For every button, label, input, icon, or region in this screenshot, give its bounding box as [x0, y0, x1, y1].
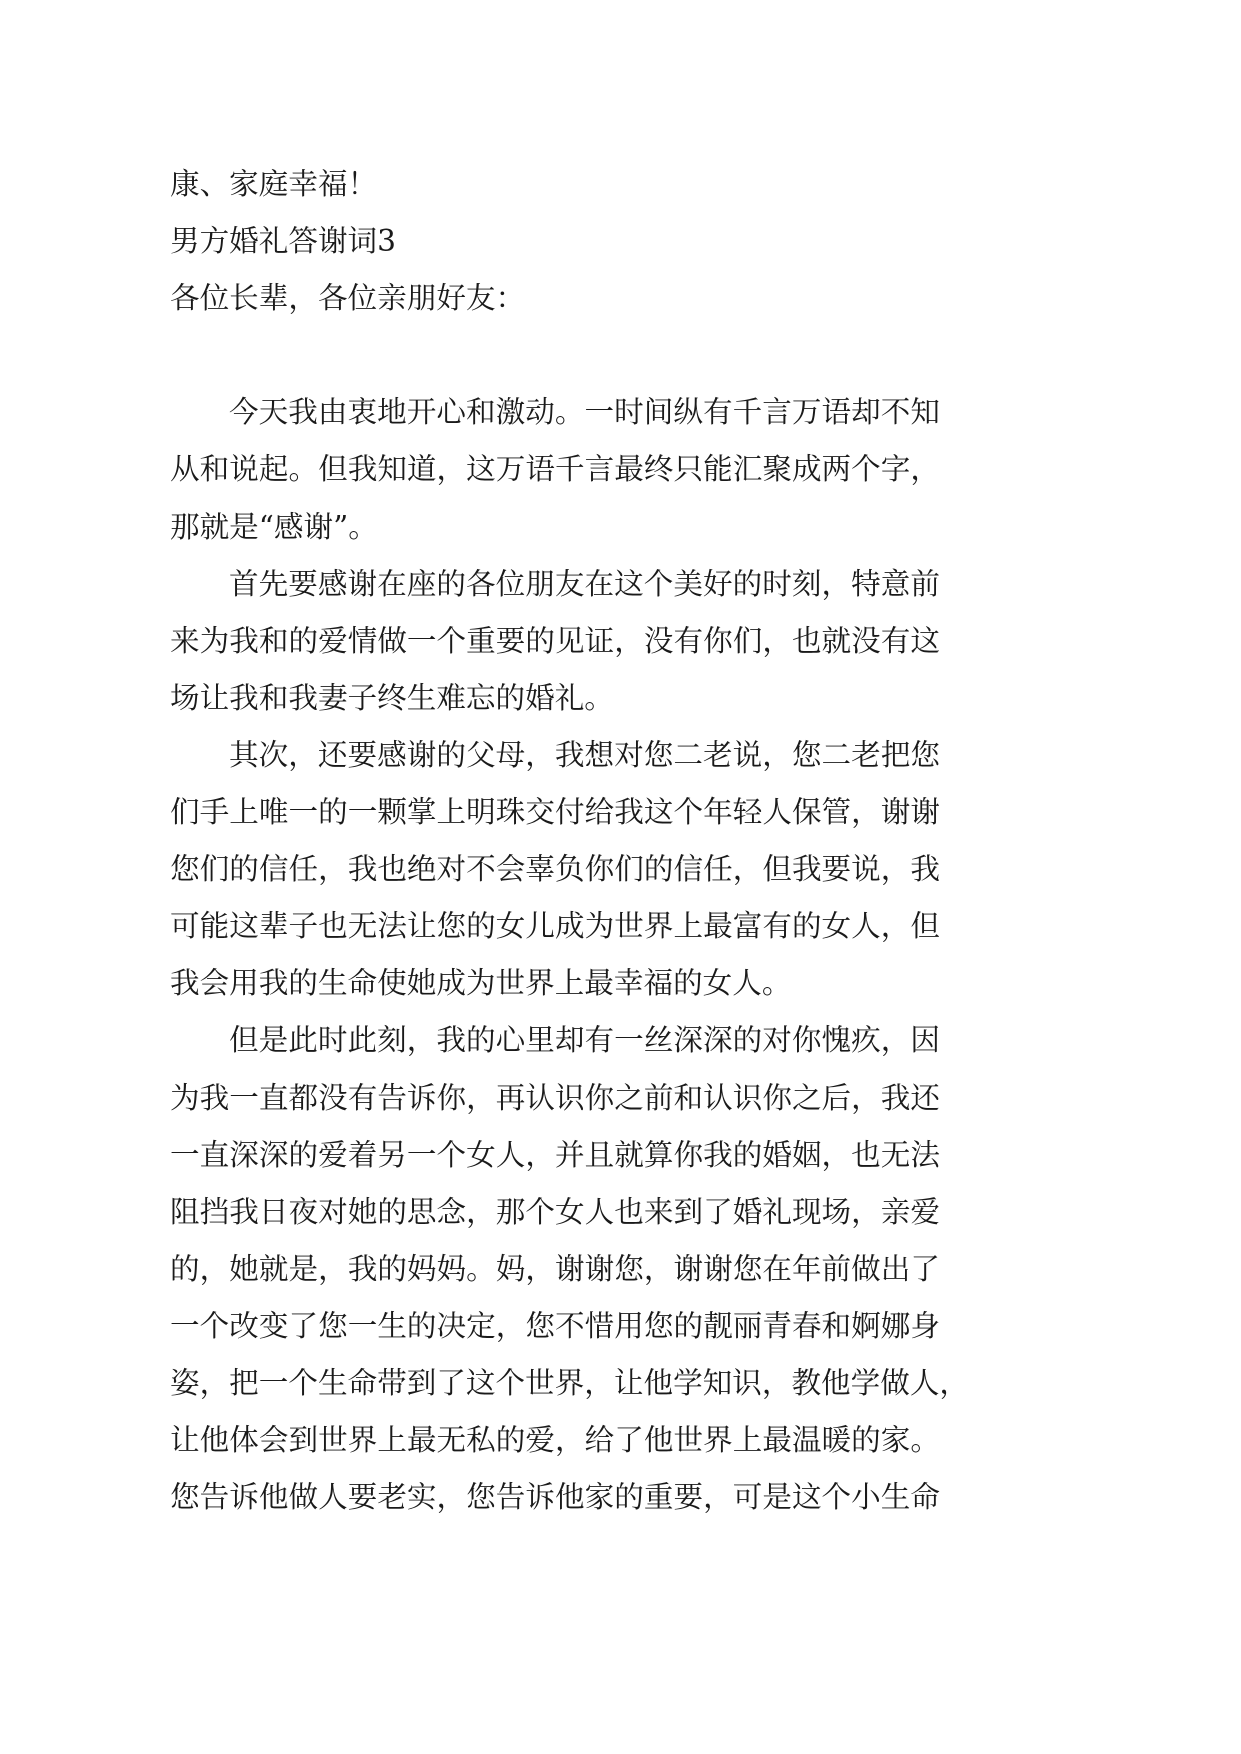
paragraph — [170, 384, 940, 555]
paragraph-line: 为我一直都没有告诉你，再认识你之前和认识你之后，我还 — [170, 1080, 940, 1115]
continued-line: 康、家庭幸福！ — [170, 167, 378, 201]
greeting-line: 各位长辈，各位亲朋好友： — [170, 281, 526, 316]
paragraph-line: 让他体会到世界上最无私的爱，给了他世界上最温暖的家。 — [170, 1423, 940, 1458]
paragraph-line: 一个改变了您一生的决定，您不惜用您的靓丽青春和婀娜身 — [170, 1308, 940, 1343]
document-header — [170, 156, 940, 327]
paragraph-line: 您们的信任，我也绝对不会辜负你们的信任，但我要说，我 — [170, 852, 940, 887]
paragraph — [170, 1012, 970, 1526]
paragraph-line: 今天我由衷地开心和激动。一时间纵有千言万语却不知 — [229, 395, 940, 430]
paragraph-line: 从和说起。但我知道，这万语千言最终只能汇聚成两个字， — [170, 452, 940, 487]
paragraph-line: 首先要感谢在座的各位朋友在这个美好的时刻，特意前 — [229, 566, 940, 601]
paragraph-line: 那就是“感谢”。 — [170, 509, 378, 544]
paragraph-line: 我会用我的生命使她成为世界上最幸福的女人。 — [170, 966, 792, 1001]
paragraph-line: 可能这辈子也无法让您的女儿成为世界上最富有的女人，但 — [170, 909, 940, 944]
paragraph-line: 来为我和的爱情做一个重要的见证，没有你们，也就没有这 — [170, 623, 940, 658]
paragraph-line: 一直深深的爱着另一个女人，并且就算你我的婚姻，也无法 — [170, 1137, 940, 1172]
section-title: 男方婚礼答谢词3 — [170, 224, 396, 259]
paragraph-line: 姿，把一个生命带到了这个世界，让他学知识，教他学做人， — [170, 1365, 970, 1400]
paragraph-line: 阻挡我日夜对她的思念，那个女人也来到了婚礼现场，亲爱 — [170, 1194, 940, 1229]
paragraph-line: 但是此时此刻，我的心里却有一丝深深的对你愧疚，因 — [229, 1023, 940, 1058]
document-text — [170, 156, 970, 1526]
paragraph-line: 的，她就是，我的妈妈。妈，谢谢您，谢谢您在年前做出了 — [170, 1251, 940, 1286]
speech-body — [170, 384, 970, 1526]
paragraph-line: 场让我和我妻子终生难忘的婚礼。 — [170, 680, 614, 715]
paragraph-line: 其次，还要感谢的父母，我想对您二老说，您二老把您 — [229, 737, 940, 772]
paragraph — [170, 556, 940, 727]
paragraph-line: 您告诉他做人要老实，您告诉他家的重要，可是这个小生命 — [170, 1480, 940, 1515]
paragraph — [170, 727, 940, 1012]
paragraph-line: 们手上唯一的一颗掌上明珠交付给我这个年轻人保管，谢谢 — [170, 795, 940, 830]
